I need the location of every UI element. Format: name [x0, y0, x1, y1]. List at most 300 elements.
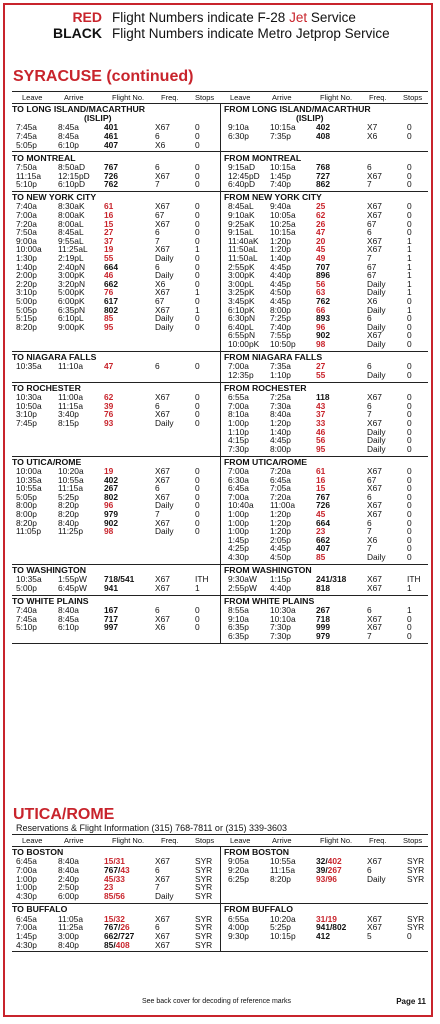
arrive-time: 6:10p [58, 622, 79, 633]
route-title: TO ROCHESTER [12, 382, 81, 393]
flight-number: 767 [104, 161, 118, 172]
leave-time: 3:10p [16, 287, 37, 298]
flight-number: 96 [104, 500, 114, 511]
flight-number-part: 767/ [104, 865, 121, 875]
arrive-time: 8:00p [270, 443, 291, 454]
route-block [12, 154, 222, 189]
stops: 0 [195, 613, 200, 624]
flight-number: 62 [316, 210, 326, 220]
frequency: X67 [367, 392, 382, 403]
flight-number: 401 [104, 122, 118, 133]
schedule-row [12, 280, 222, 289]
frequency: 6 [367, 313, 372, 324]
schedule-row [224, 371, 434, 380]
leave-time: 1:00p [228, 509, 249, 520]
frequency: 6 [367, 491, 372, 502]
route-block [12, 566, 222, 593]
frequency: X67 [155, 218, 170, 229]
flight-number: 47 [316, 227, 326, 238]
frequency: Daily [155, 890, 174, 901]
frequency: X67 [367, 417, 382, 428]
schedule-row [12, 202, 222, 211]
leave-time: 7:40a [16, 605, 37, 616]
stops: 0 [407, 131, 412, 141]
leave-time: 9:00a [16, 235, 37, 246]
route-block [224, 566, 434, 593]
leave-time: 7:00a [228, 466, 249, 477]
flight-number: 727 [316, 170, 330, 181]
leave-time: 3:00pL [228, 278, 254, 289]
schedule-row [224, 202, 434, 211]
frequency: 6 [367, 161, 372, 172]
leave-time: 3:25pK [228, 287, 255, 298]
flight-number: 802 [104, 304, 118, 315]
leave-time: 9:10a [228, 613, 249, 624]
leave-time: 1:00p [16, 873, 37, 884]
arrive-time: 6:10p [58, 139, 79, 150]
stops: 0 [407, 201, 412, 212]
frequency: 6 [155, 261, 160, 272]
route-subtitle: (ISLIP) [84, 113, 112, 124]
frequency: 6 [155, 361, 160, 372]
stops: 0 [195, 252, 200, 263]
leave-time: 8:45aL [228, 201, 254, 212]
flight-number: 726 [104, 170, 118, 181]
schedule-row [224, 544, 434, 553]
schedule-row [12, 237, 222, 246]
flight-number: 664 [104, 261, 118, 272]
frequency: Daily [367, 435, 386, 446]
leave-time: 7:45a [16, 122, 37, 133]
schedule-row [12, 519, 222, 528]
schedule-row [12, 220, 222, 229]
route-block [224, 105, 434, 141]
arrive-time: 1:45p [270, 170, 291, 181]
leave-time: 10:55a [16, 483, 42, 494]
frequency: X67 [367, 583, 382, 593]
column-header-freq: Freq. [161, 93, 179, 102]
arrive-time: 8:45a [58, 122, 79, 133]
schedule-row [12, 419, 222, 428]
route-block [224, 193, 434, 349]
stops: 0 [195, 122, 200, 133]
arrive-time: 1:40p [270, 252, 291, 263]
leave-time: 2:00p [16, 270, 37, 281]
frequency: X67 [367, 330, 382, 341]
frequency: X67 [367, 913, 382, 924]
color-legend [30, 9, 430, 41]
leave-time: 3:10p [16, 409, 37, 420]
leave-time: 5:05p [16, 304, 37, 315]
stops: 0 [407, 170, 412, 181]
flight-number: 979 [316, 631, 330, 642]
flight-number-part: 402 [327, 856, 342, 867]
flight-number: 818 [316, 583, 330, 593]
frequency: 7 [155, 235, 160, 246]
stops: ITH [195, 574, 209, 585]
frequency: 6 [155, 483, 160, 494]
frequency: Daily [155, 321, 174, 332]
arrive-time: 2:19pL [58, 252, 84, 263]
stops: 0 [407, 543, 412, 554]
arrive-time: 8:30aK [58, 201, 85, 212]
frequency: X67 [155, 474, 170, 485]
stops: 0 [195, 392, 200, 403]
frequency: 6 [155, 865, 160, 875]
leave-time: 5:15p [16, 313, 37, 324]
column-header-arrive: Arrive [64, 93, 84, 102]
frequency: 7 [155, 509, 160, 520]
schedule-row [224, 428, 434, 437]
leave-time: 7:45a [16, 613, 37, 624]
leave-time: 4:15p [228, 435, 249, 446]
stops: 1 [407, 261, 412, 272]
leave-time: 6:55a [228, 913, 249, 924]
frequency: X7 [367, 122, 378, 133]
flight-number: 27 [316, 361, 326, 372]
flight-number: 85 [316, 552, 326, 563]
frequency: Daily [367, 873, 386, 884]
schedule-row [224, 445, 434, 454]
stops: SYR [195, 890, 213, 901]
leave-time: 6:30pN [228, 313, 256, 324]
arrive-time: 8:20p [270, 873, 291, 884]
flight-number: 707 [316, 261, 330, 272]
flight-number: 662/727 [104, 930, 135, 941]
arrive-time: 4:50p [270, 287, 291, 298]
flight-number: 46 [316, 426, 326, 437]
schedule-row [224, 419, 434, 428]
frequency: X67 [367, 622, 382, 633]
flight-number-part: 43 [120, 865, 130, 875]
column-header-flight: Flight No. [112, 93, 145, 102]
section-subtitle-utica: Reservations & Flight Information (315) 768-7811 or (315) 339-3603 [16, 823, 287, 833]
leave-time: 11:15a [16, 170, 41, 181]
leave-time: 8:00p [16, 500, 37, 511]
schedule-row [224, 402, 434, 411]
schedule-row [224, 875, 434, 884]
leave-time: 11:50aL [228, 252, 258, 263]
leave-time: 10:30a [16, 392, 42, 403]
flight-number: 95 [104, 321, 114, 332]
arrive-time: 2:05p [270, 534, 291, 545]
stops: 0 [407, 426, 412, 437]
route-title: FROM WASHINGTON [224, 565, 312, 575]
leave-time: 6:35p [228, 631, 249, 642]
frequency: 67 [155, 210, 165, 220]
flight-number: 93 [104, 417, 114, 428]
frequency: X6 [367, 131, 378, 141]
frequency: X67 [155, 856, 170, 867]
leave-time: 6:30p [228, 131, 249, 141]
stops: SYR [195, 882, 213, 893]
stops: 0 [407, 369, 412, 380]
flight-number: 768 [316, 161, 330, 172]
frequency: 6 [367, 517, 372, 528]
schedule-row [12, 493, 222, 502]
stops: 0 [195, 131, 200, 141]
stops: 0 [407, 466, 412, 477]
stops: 0 [195, 361, 200, 372]
schedule-row [12, 584, 222, 593]
arrive-time: 5:25p [58, 491, 79, 502]
frequency: X67 [155, 409, 170, 420]
leave-time: 5:05p [16, 139, 37, 150]
arrive-time: 10:15p [270, 930, 296, 941]
stops: 1 [407, 287, 412, 298]
schedule-row [224, 410, 434, 419]
arrive-time: 10:25a [270, 218, 296, 229]
arrive-time: 1:20p [270, 244, 291, 255]
stops: 0 [195, 526, 200, 537]
schedule-row [12, 527, 222, 536]
flight-number: 93/96 [316, 873, 337, 884]
column-header-arrive: Arrive [272, 836, 292, 845]
arrive-time: 8:40a [270, 409, 291, 420]
frequency: 6 [155, 161, 160, 172]
frequency: Daily [155, 417, 174, 428]
leave-time: 7:00a [16, 210, 37, 220]
legend-red-key: RED [72, 9, 102, 25]
route-title: TO LONG ISLAND/MACARTHUR [12, 104, 146, 114]
stops: 1 [195, 244, 200, 255]
stops: SYR [195, 865, 213, 875]
column-header-flight: Flight No. [112, 836, 145, 845]
stops: 0 [195, 509, 200, 520]
leave-time: 2:55pK [228, 261, 255, 272]
flight-number: 267 [316, 605, 330, 616]
flight-number-part: 32/ [316, 856, 328, 867]
stops: ITH [407, 574, 421, 585]
arrive-time: 1:20p [270, 517, 291, 528]
arrive-time: 10:10a [270, 613, 296, 624]
frequency: X67 [155, 170, 170, 181]
stops: 1 [407, 278, 412, 289]
column-header-stops: Stops [195, 836, 215, 845]
leave-time: 7:30p [228, 443, 249, 454]
schedule-row [224, 132, 434, 141]
flight-number: 862 [316, 179, 330, 190]
schedule-row [12, 362, 222, 371]
stops: 0 [407, 295, 412, 306]
schedule-row [12, 402, 222, 411]
schedule-row [12, 263, 222, 272]
frequency: X6 [155, 278, 166, 289]
flight-number: 15/32 [104, 913, 125, 924]
frequency: X67 [155, 574, 170, 585]
stops: 0 [407, 210, 412, 220]
frequency: Daily [155, 252, 174, 263]
leave-time: 9:15aD [228, 161, 256, 172]
arrive-time: 8:00aL [58, 218, 84, 229]
stops: 0 [407, 613, 412, 624]
leave-time: 5:00p [16, 295, 37, 306]
schedule-row [224, 467, 434, 476]
frequency: Daily [367, 287, 386, 298]
arrive-time: 8:45a [58, 613, 79, 624]
arrive-time: 8:40a [58, 605, 79, 616]
route-block [12, 905, 222, 949]
leave-time: 10:35a [16, 474, 42, 485]
schedule-row [12, 228, 222, 237]
frequency: X67 [367, 613, 382, 624]
flight-number: 997 [104, 622, 118, 633]
leave-time: 3:00pK [228, 270, 255, 281]
column-header-stops: Stops [195, 93, 215, 102]
leave-time: 9:30p [228, 930, 249, 941]
leave-time: 1:00p [228, 517, 249, 528]
leave-time: 9:25aK [228, 218, 255, 229]
route-title: FROM BUFFALO [224, 904, 294, 915]
route-title: FROM NEW YORK CITY [224, 192, 322, 202]
flight-number: 56 [316, 278, 326, 289]
stops: SYR [407, 913, 425, 924]
frequency: X67 [155, 583, 170, 593]
frequency: 6 [155, 922, 160, 933]
route-title: TO MONTREAL [12, 152, 76, 163]
column-header-leave: Leave [230, 93, 251, 102]
flight-number: 37 [104, 235, 114, 246]
leave-time: 8:20p [16, 321, 37, 332]
leave-time: 6:45a [228, 483, 249, 494]
stops: 0 [407, 330, 412, 341]
stops: 1 [407, 244, 412, 255]
flight-number: 802 [104, 491, 118, 502]
arrive-time: 11:05a [58, 913, 83, 924]
stops: 0 [195, 321, 200, 332]
arrive-time: 8:00p [270, 304, 291, 315]
arrive-time: 7:30a [270, 400, 291, 411]
stops: 0 [407, 361, 412, 372]
arrive-time: 9:00pK [58, 321, 85, 332]
schedule-row [224, 519, 434, 528]
footer-note: See back cover for decoding of reference marks [142, 998, 292, 1005]
flight-number: 98 [316, 338, 326, 349]
arrive-time: 8:40a [58, 856, 79, 867]
stops: SYR [407, 922, 425, 933]
column-divider [220, 103, 221, 643]
arrive-time: 10:20a [270, 913, 296, 924]
flight-number-part: 267 [327, 865, 342, 875]
flight-number: 33 [316, 417, 326, 428]
frequency: X67 [155, 392, 170, 403]
leave-time: 10:00pK [228, 338, 260, 349]
frequency: 6 [367, 227, 372, 238]
stops: 0 [195, 622, 200, 633]
flight-number: 19 [104, 466, 114, 477]
frequency: X67 [367, 170, 382, 181]
leave-time: 6:35p [228, 622, 249, 633]
arrive-time: 3:40p [58, 409, 79, 420]
stops: 0 [195, 517, 200, 528]
frequency: 6 [155, 131, 160, 141]
frequency: X67 [367, 235, 382, 246]
arrive-time: 6:00p [58, 890, 79, 901]
column-header-leave: Leave [22, 836, 43, 845]
stops: 0 [195, 466, 200, 477]
frequency: X67 [155, 517, 170, 528]
frequency: 5 [367, 930, 372, 941]
stops: 0 [195, 201, 200, 212]
column-header-freq: Freq. [369, 836, 387, 845]
schedule-row [224, 280, 434, 289]
schedule-row [224, 932, 434, 941]
flight-number: 16 [316, 474, 326, 485]
arrive-time: 4:45p [270, 278, 291, 289]
leave-time: 10:35a [16, 361, 42, 372]
arrive-time: 11:00a [270, 500, 295, 511]
stops: 1 [407, 304, 412, 315]
frequency: Daily [155, 526, 174, 537]
route-title: FROM LONG ISLAND/MACARTHUR [224, 104, 371, 114]
frequency: X67 [367, 574, 382, 585]
frequency: 6 [367, 361, 372, 372]
stops: 0 [407, 392, 412, 403]
arrive-time: 1:20p [270, 417, 291, 428]
stops: 0 [195, 417, 200, 428]
leave-time: 11:05p [16, 526, 41, 537]
stops: 0 [195, 409, 200, 420]
frequency: Daily [367, 321, 386, 332]
stops: 0 [407, 400, 412, 411]
stops: 0 [407, 435, 412, 446]
flight-number: 407 [316, 543, 330, 554]
frequency: X67 [367, 244, 382, 255]
arrive-time: 7:40p [270, 179, 291, 190]
route-title: FROM BOSTON [224, 847, 289, 857]
frequency: 7 [367, 526, 372, 537]
leave-time: 1:10p [228, 426, 249, 437]
leave-time: 7:00a [16, 922, 37, 933]
leave-time: 6:25p [228, 873, 249, 884]
frequency: 67 [155, 295, 165, 306]
arrive-time: 8:40p [58, 517, 79, 528]
route-title: TO NIAGARA FALLS [12, 351, 97, 362]
frequency: X67 [155, 873, 170, 884]
arrive-time: 1:55pW [58, 574, 87, 585]
frequency: Daily [367, 443, 386, 454]
flight-number: 896 [316, 270, 330, 281]
flight-number: 39 [104, 400, 114, 411]
flight-number: 37 [316, 409, 326, 420]
leave-time: 4:25p [228, 543, 249, 554]
stops: 1 [407, 270, 412, 281]
route-title: TO NEW YORK CITY [12, 192, 97, 202]
arrive-time: 10:30a [270, 605, 296, 616]
frequency: X67 [155, 244, 170, 255]
stops: 0 [195, 313, 200, 324]
schedule-row [224, 340, 434, 349]
frequency: X67 [155, 939, 170, 950]
leave-time: 5:10p [16, 622, 37, 633]
flight-number: 662 [104, 278, 118, 289]
frequency: X67 [155, 122, 170, 133]
stops: 0 [195, 270, 200, 281]
frequency: X67 [367, 466, 382, 477]
schedule-row [224, 584, 434, 593]
frequency: X6 [155, 622, 166, 633]
leave-time: 6:10pK [228, 304, 255, 315]
arrive-time: 5:00pK [58, 287, 85, 298]
arrive-time: 5:25p [270, 922, 291, 933]
leave-time: 11:40aK [228, 235, 259, 246]
leave-time: 8:00p [16, 509, 37, 520]
arrive-time: 8:15p [58, 417, 79, 428]
leave-time: 10:35a [16, 574, 42, 585]
stops: SYR [195, 913, 213, 924]
arrive-time: 1:20p [270, 509, 291, 520]
schedule-row [12, 892, 222, 901]
